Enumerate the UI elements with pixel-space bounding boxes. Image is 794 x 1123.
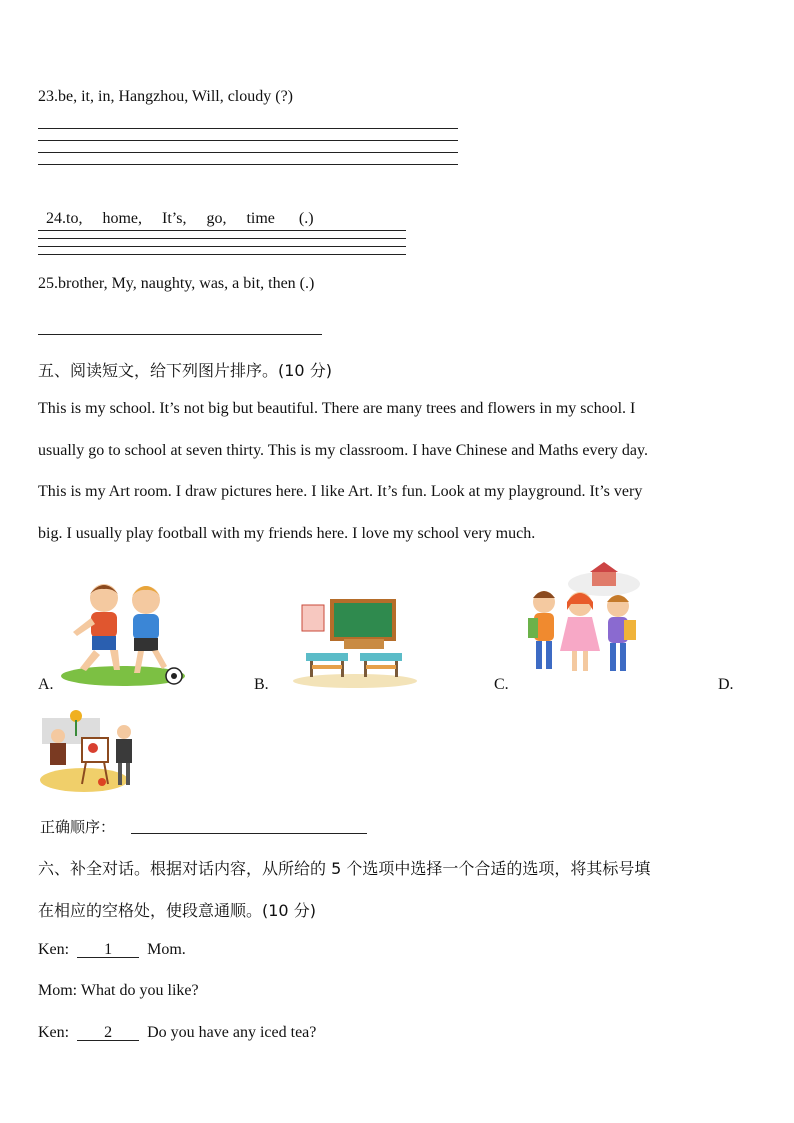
dialogue-text: Mom.: [147, 941, 186, 958]
football-boys-picture: [58, 578, 188, 690]
answer-line[interactable]: [38, 238, 406, 239]
classroom-picture: [292, 595, 418, 689]
dialogue-text: What do you like?: [80, 982, 199, 999]
order-label: 正确顺序：: [40, 818, 116, 836]
question-words: be, it, in, Hangzhou, Will, cloudy (?): [58, 88, 294, 105]
section-6-title-line2: 在相应的空格处，使段意通顺。(10 分): [38, 901, 316, 920]
option-d-label: D.: [718, 676, 734, 693]
answer-line[interactable]: [38, 164, 458, 165]
reading-passage: [38, 388, 758, 554]
section-5-title: 五、阅读短文，给下列图片排序。(10 分): [38, 361, 332, 380]
answer-line[interactable]: [38, 128, 458, 129]
children-walking-to-school-picture: [522, 562, 646, 684]
speaker: Ken:: [38, 1024, 70, 1041]
passage-line: This is my school. It’s not big but beautiful. There are many trees and flowers in my school. I: [38, 400, 636, 417]
question-number: 24.: [46, 210, 66, 227]
question-23: [38, 88, 293, 106]
answer-line[interactable]: [38, 254, 406, 255]
dialogue-text: Do you have any iced tea?: [147, 1024, 317, 1041]
question-24: [38, 192, 314, 228]
question-25: [38, 275, 314, 293]
question-words: brother, My, naughty, was, a bit, then (.): [58, 275, 315, 292]
option-b-label: B.: [254, 676, 269, 693]
question-number: 25.: [38, 275, 58, 292]
speaker: Mom:: [38, 982, 78, 999]
answer-blank[interactable]: 2: [77, 1025, 139, 1041]
answer-blank[interactable]: 1: [77, 942, 139, 958]
art-room-picture: [38, 708, 136, 796]
speaker: Ken:: [38, 941, 70, 958]
passage-line: big. I usually play football with my friends here. I love my school very much.: [38, 524, 536, 542]
answer-line[interactable]: [38, 246, 406, 247]
section-6-title-line1: 六、补全对话。根据对话内容，从所给的 5 个选项中选择一个合适的选项，将其标号填: [38, 859, 651, 878]
question-words: to, home, It’s, go, time (.): [66, 210, 314, 227]
answer-line[interactable]: [38, 230, 406, 231]
dialogue-line: [38, 1024, 316, 1042]
question-number: 23.: [38, 88, 58, 105]
answer-line[interactable]: [38, 152, 458, 153]
passage-line: This is my Art room. I draw pictures here. I like Art. It’s fun. Look at my playground. It’s very: [38, 483, 643, 500]
answer-line[interactable]: [38, 334, 322, 335]
order-answer-line[interactable]: [131, 833, 367, 834]
dialogue-line: [38, 982, 199, 1000]
passage-line: usually go to school at seven thirty. This is my classroom. I have Chinese and Maths every day.: [38, 441, 648, 459]
dialogue-line: [38, 941, 186, 959]
answer-line[interactable]: [38, 140, 458, 141]
option-a-label: A.: [38, 676, 54, 693]
option-c-label: C.: [494, 676, 509, 693]
